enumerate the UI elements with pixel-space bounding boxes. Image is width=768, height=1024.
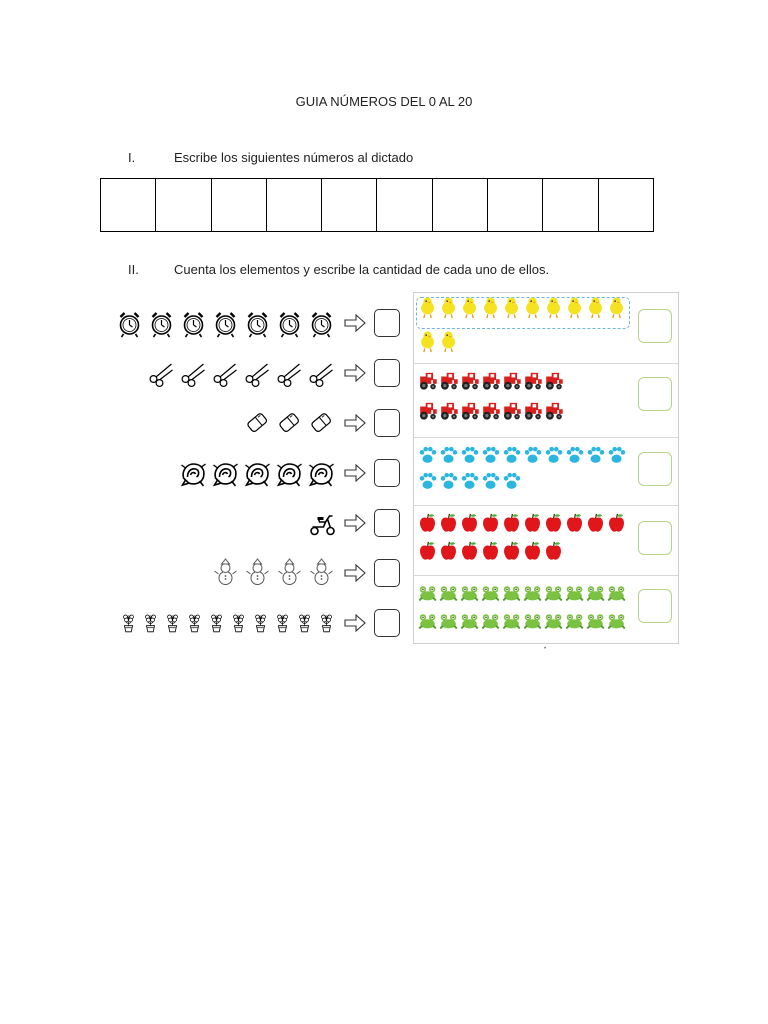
paw-print-icon (544, 445, 564, 467)
apple-icon (481, 513, 501, 535)
dictation-box[interactable] (488, 179, 543, 231)
scissors-icon (179, 358, 208, 388)
counting-row (100, 354, 400, 392)
arrow-right-icon (344, 364, 366, 382)
snowman-icon (307, 558, 336, 588)
icon-line (418, 513, 627, 535)
counting-items (211, 558, 336, 588)
frog-icon (418, 583, 438, 605)
eraser-icon (275, 408, 304, 438)
color-counting-row (414, 505, 678, 576)
counting-items (147, 358, 336, 388)
dictation-box[interactable] (543, 179, 598, 231)
icon-line (418, 471, 522, 493)
dictation-box[interactable] (433, 179, 488, 231)
snowman-icon (275, 558, 304, 588)
scissors-icon (147, 358, 176, 388)
apple-icon (439, 513, 459, 535)
chick-icon (565, 297, 585, 319)
dictation-box[interactable] (156, 179, 211, 231)
apple-icon (523, 541, 543, 563)
paw-print-icon (418, 471, 438, 493)
dictation-box[interactable] (322, 179, 377, 231)
paw-print-icon (607, 445, 627, 467)
arrow-right-icon (344, 614, 366, 632)
alarm-clock-icon (243, 308, 272, 338)
answer-box[interactable] (374, 309, 400, 337)
arrow-right-icon (344, 464, 366, 482)
scissors-icon (307, 358, 336, 388)
dictation-box[interactable] (599, 179, 653, 231)
apple-icon (502, 541, 522, 563)
counting-row (100, 504, 400, 542)
icon-line (418, 331, 459, 353)
section-2-instruction: Cuenta los elementos y escribe la cantidad de cada uno de ellos. (174, 262, 550, 277)
counting-row (100, 454, 400, 492)
flower-pot-icon (207, 608, 226, 638)
tractor-icon (439, 371, 459, 393)
frog-icon (502, 583, 522, 605)
apple-icon (418, 541, 438, 563)
paw-print-icon (565, 445, 585, 467)
icon-line (418, 445, 627, 467)
counting-items (307, 508, 336, 538)
chick-icon (439, 331, 459, 353)
section-2-number: II. (128, 262, 139, 277)
frog-icon (607, 583, 627, 605)
tractor-icon (544, 371, 564, 393)
chick-icon (481, 297, 501, 319)
apple-icon (460, 541, 480, 563)
alarm-clock-icon (115, 308, 144, 338)
flower-pot-icon (273, 608, 292, 638)
dictation-box[interactable] (212, 179, 267, 231)
answer-box[interactable] (638, 309, 672, 343)
tractor-icon (418, 401, 438, 423)
tractor-icon (460, 371, 480, 393)
apple-icon (544, 513, 564, 535)
answer-box[interactable] (374, 459, 400, 487)
tractor-icon (481, 401, 501, 423)
frog-icon (544, 611, 564, 633)
paw-print-icon (439, 445, 459, 467)
rose-icon (275, 458, 304, 488)
paw-print-icon (418, 445, 438, 467)
tractor-icon (460, 401, 480, 423)
chick-icon (460, 297, 480, 319)
alarm-clock-icon (275, 308, 304, 338)
counting-items (115, 308, 336, 338)
frog-icon (586, 611, 606, 633)
tractor-icon (523, 371, 543, 393)
frog-icon (523, 611, 543, 633)
alarm-clock-icon (179, 308, 208, 338)
frog-icon (565, 583, 585, 605)
eraser-icon (307, 408, 336, 438)
section-1-number: I. (128, 150, 136, 165)
icon-line (418, 583, 627, 605)
counting-row (100, 304, 400, 342)
rose-icon (307, 458, 336, 488)
paw-print-icon (586, 445, 606, 467)
apple-icon (502, 513, 522, 535)
frog-icon (586, 583, 606, 605)
flower-pot-icon (251, 608, 270, 638)
counting-row (100, 404, 400, 442)
paw-print-icon (460, 471, 480, 493)
arrow-right-icon (344, 564, 366, 582)
frog-icon (565, 611, 585, 633)
answer-box[interactable] (638, 377, 672, 411)
eraser-icon (243, 408, 272, 438)
arrow-right-icon (344, 514, 366, 532)
color-counting-row (414, 575, 678, 645)
answer-box[interactable] (638, 452, 672, 486)
scissors-icon (243, 358, 272, 388)
apple-icon (586, 513, 606, 535)
apple-icon (481, 541, 501, 563)
frog-icon (481, 583, 501, 605)
tractor-icon (544, 401, 564, 423)
arrow-right-icon (344, 314, 366, 332)
flower-pot-icon (163, 608, 182, 638)
chick-icon (607, 297, 627, 319)
frog-icon (481, 611, 501, 633)
icon-line (418, 541, 564, 563)
rose-icon (211, 458, 240, 488)
answer-box[interactable] (638, 521, 672, 555)
chick-icon (544, 297, 564, 319)
apple-icon (544, 541, 564, 563)
frog-icon (523, 583, 543, 605)
chick-icon (586, 297, 606, 319)
apple-icon (460, 513, 480, 535)
snowman-icon (211, 558, 240, 588)
scooter-icon (307, 508, 336, 538)
chick-icon (523, 297, 543, 319)
icon-line (418, 611, 627, 633)
flower-pot-icon (229, 608, 248, 638)
tractor-icon (523, 401, 543, 423)
color-counting-row (414, 437, 678, 506)
icon-line (418, 401, 564, 423)
counting-items (119, 608, 336, 638)
section-1-instruction: Escribe los siguientes números al dictado (174, 150, 414, 165)
answer-box[interactable] (374, 359, 400, 387)
chick-icon (418, 297, 438, 319)
answer-box[interactable] (374, 609, 400, 637)
page-title: GUIA NÚMEROS DEL 0 AL 20 (295, 94, 473, 109)
paw-print-icon (502, 445, 522, 467)
apple-icon (607, 513, 627, 535)
counting-items (243, 408, 336, 438)
apple-icon (439, 541, 459, 563)
scissors-icon (275, 358, 304, 388)
frog-icon (460, 583, 480, 605)
answer-box[interactable] (374, 509, 400, 537)
flower-pot-icon (317, 608, 336, 638)
rose-icon (243, 458, 272, 488)
answer-box[interactable] (374, 559, 400, 587)
dictation-box[interactable] (377, 179, 432, 231)
arrow-right-icon (344, 414, 366, 432)
dictation-box[interactable] (267, 179, 322, 231)
paw-print-icon (460, 445, 480, 467)
counting-row (100, 554, 400, 592)
color-counting-row (414, 293, 678, 364)
chick-icon (439, 297, 459, 319)
paw-print-icon (439, 471, 459, 493)
flower-pot-icon (119, 608, 138, 638)
dictation-box[interactable] (101, 179, 156, 231)
chick-icon (502, 297, 522, 319)
rose-icon (179, 458, 208, 488)
tractor-icon (502, 401, 522, 423)
paw-print-icon (502, 471, 522, 493)
dictation-grid (100, 178, 654, 232)
paw-print-icon (481, 445, 501, 467)
tractor-icon (502, 371, 522, 393)
counting-items (179, 458, 336, 488)
apple-icon (523, 513, 543, 535)
flower-pot-icon (185, 608, 204, 638)
tractor-icon (481, 371, 501, 393)
frog-icon (439, 583, 459, 605)
alarm-clock-icon (147, 308, 176, 338)
apple-icon (565, 513, 585, 535)
frog-icon (439, 611, 459, 633)
chick-icon (418, 331, 438, 353)
answer-box[interactable] (374, 409, 400, 437)
alarm-clock-icon (211, 308, 240, 338)
color-counting-card (413, 292, 679, 644)
frog-icon (460, 611, 480, 633)
flower-pot-icon (141, 608, 160, 638)
icon-line (418, 297, 627, 319)
icon-line (418, 371, 564, 393)
frog-icon (502, 611, 522, 633)
color-counting-row (414, 363, 678, 438)
page-dot: • (544, 646, 547, 652)
tractor-icon (418, 371, 438, 393)
answer-box[interactable] (638, 589, 672, 623)
paw-print-icon (523, 445, 543, 467)
paw-print-icon (481, 471, 501, 493)
scissors-icon (211, 358, 240, 388)
alarm-clock-icon (307, 308, 336, 338)
tractor-icon (439, 401, 459, 423)
apple-icon (418, 513, 438, 535)
frog-icon (418, 611, 438, 633)
snowman-icon (243, 558, 272, 588)
counting-row (100, 604, 400, 642)
frog-icon (544, 583, 564, 605)
frog-icon (607, 611, 627, 633)
flower-pot-icon (295, 608, 314, 638)
